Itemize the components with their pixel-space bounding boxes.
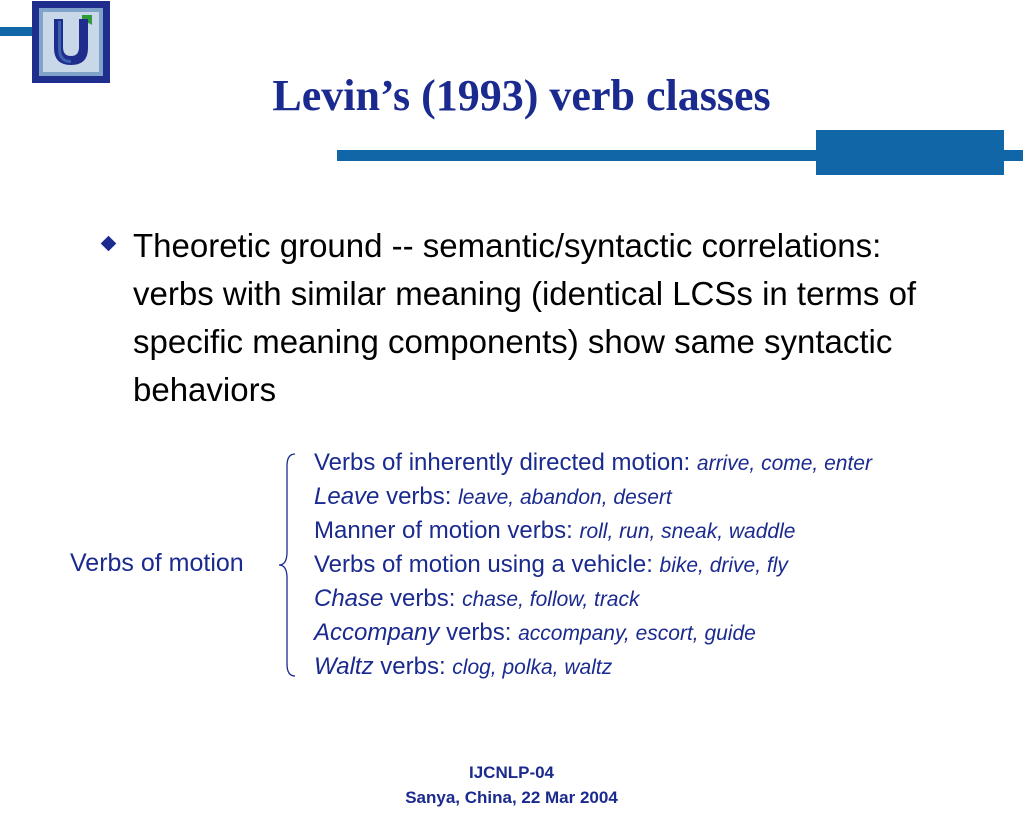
footer — [0, 760, 1023, 810]
footer-location-date: Sanya, China, 22 Mar 2004 — [405, 788, 618, 807]
verb-class-examples: arrive, come, enter — [696, 452, 872, 475]
footer-conference: IJCNLP-04 — [468, 763, 555, 782]
verb-class-head: Waltz — [314, 653, 374, 680]
verb-class-name: verbs: — [390, 585, 456, 612]
header-bar-block — [816, 130, 1004, 175]
verb-class-name: verbs: — [386, 483, 452, 510]
verb-class-item — [314, 548, 872, 582]
verb-class-item — [314, 446, 872, 480]
verb-class-examples: bike, drive, fly — [659, 554, 788, 577]
bullet-text: Theoretic ground -- semantic/syntactic correlations: verbs with similar meaning (identical LCSs in terms of specific meaning components) show same syntactic behaviors — [133, 227, 917, 408]
verb-class-examples: accompany, escort, guide — [518, 622, 756, 645]
header-bar-left — [0, 27, 36, 36]
motion-group-label: Verbs of motion — [70, 549, 244, 577]
verb-class-item — [314, 480, 872, 514]
verb-class-name: verbs: — [380, 653, 446, 680]
verb-class-name: Verbs of motion using a vehicle: — [314, 551, 653, 578]
verb-class-head: Accompany — [314, 619, 440, 646]
verb-class-name: Verbs of inherently directed motion: — [314, 449, 691, 476]
verb-class-examples: leave, abandon, desert — [458, 486, 672, 509]
verb-class-item — [314, 582, 872, 616]
left-curly-brace-icon — [277, 452, 299, 678]
slide-title: Levin’s (1993) verb classes — [272, 71, 771, 120]
verb-class-head: Leave — [314, 483, 380, 510]
verb-class-item — [314, 650, 872, 684]
verb-class-item — [314, 616, 872, 650]
diamond-bullet-icon — [101, 236, 117, 252]
verb-class-examples: clog, polka, waltz — [452, 656, 613, 679]
verb-class-name: verbs: — [446, 619, 512, 646]
verb-class-examples: chase, follow, track — [462, 588, 640, 611]
verb-class-list — [314, 446, 872, 684]
verb-class-examples: roll, run, sneak, waddle — [579, 520, 796, 543]
verb-class-name: Manner of motion verbs: — [314, 517, 573, 544]
verb-class-head: Chase — [314, 585, 384, 612]
verb-class-item — [314, 514, 872, 548]
